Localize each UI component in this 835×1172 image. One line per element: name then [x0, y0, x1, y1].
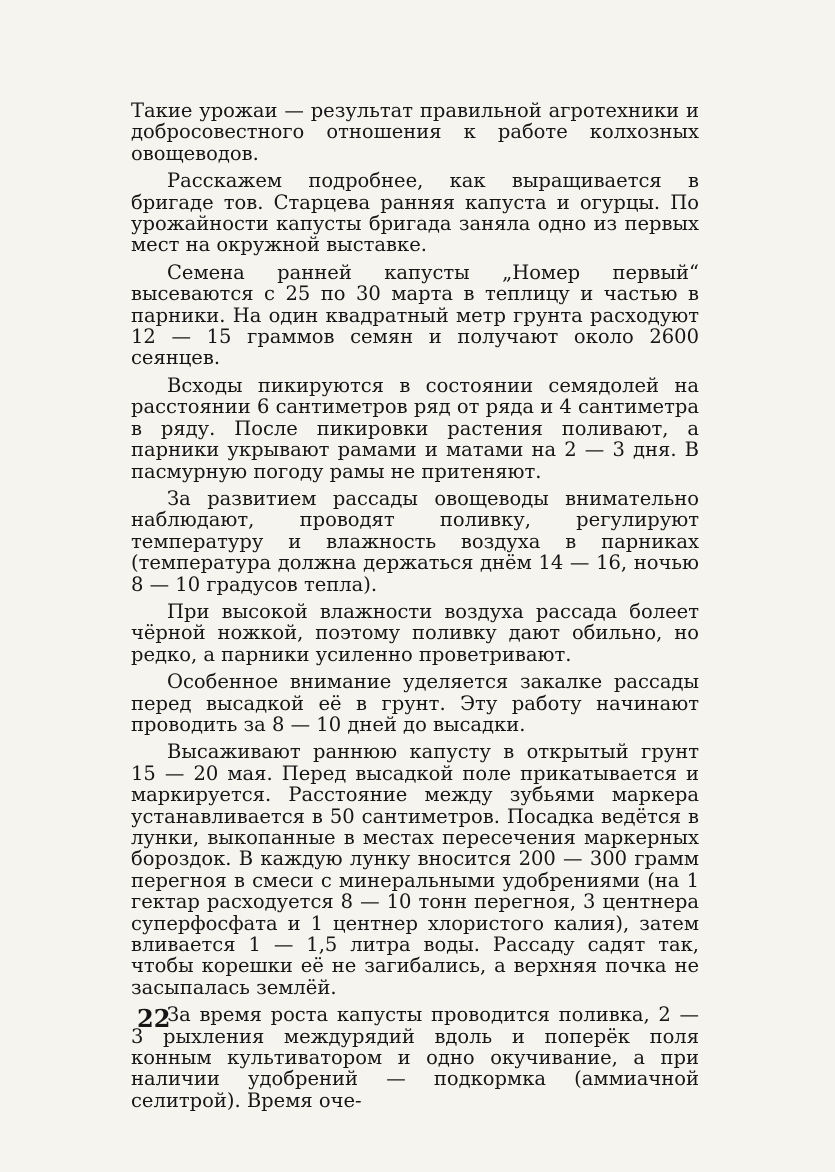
paragraph: Высаживают раннюю капусту в открытый грунт 15 — 20 мая. Перед высадкой поле прикатывается и маркируется. Расстояние между зубьями маркера устанавливается в 50 сантиметров. Посадка ведётся в лунки, выкопанные в местах пересечения маркерных бороздок. В каждую лунку вносится 200 — 300 грамм перегноя в смеси с минеральными удобрениями (на 1 гектар расходуется 8 — 10 тонн перегноя, 3 центнера суперфосфата и 1 центнер хлористого калия), затем вливается 1 — 1,5 литра воды. Рассаду садят так, чтобы корешки её не загибались, а верхняя почка не засыпалась землёй.	[131, 740, 699, 999]
page-number: 22	[137, 1004, 171, 1033]
paragraph: Всходы пикируются в состоянии семядолей на расстоянии 6 сантиметров ряд от ряда и 4 сантиметра в ряду. После пикировки растения поливают, а парники укрывают рамами и матами на 2 — 3 дня. В пасмурную погоду рамы не притеняют.	[131, 373, 699, 483]
paragraph: За время роста капусты проводится поливка, 2 — 3 рыхления междурядий вдоль и поперёк поля конным культиватором и одно окучивание, а при наличии удобрений — подкормка (аммиачной селитрой). Время оче-	[131, 1003, 699, 1112]
paragraph: При высокой влажности воздуха рассада болеет чёрной ножкой, поэтому поливку дают обильно, но редко, а парники усиленно проветривают.	[131, 599, 699, 666]
paragraph: Особенное внимание уделяется закалке рассады перед высадкой её в грунт. Эту работу начинают проводить за 8 — 10 дней до высадки.	[131, 670, 699, 736]
paragraph: Расскажем подробнее, как выращивается в бригаде тов. Старцева ранняя капуста и огурцы. По урожайности капусты бригада заняла одно из первых мест на окружной выставке.	[131, 169, 699, 257]
paragraph: Семена ранней капусты „Номер первый“ высеваются с 25 по 30 марта в теплицу и частью в парники. На один квадратный метр грунта расходуют 12 — 15 граммов семян и получают около 2600 сеянцев.	[131, 260, 699, 370]
body-text	[131, 100, 699, 1117]
paragraph: Такие урожаи — результат правильной агротехники и добросовестного отношения к работе колхозных овощеводов.	[131, 99, 699, 165]
paragraph: За развитием рассады овощеводы внимательно наблюдают, проводят поливку, регулируют температуру и влажность воздуха в парниках (температура должна держаться днём 14 — 16, ночью 8 — 10 градусов тепла).	[131, 486, 699, 596]
